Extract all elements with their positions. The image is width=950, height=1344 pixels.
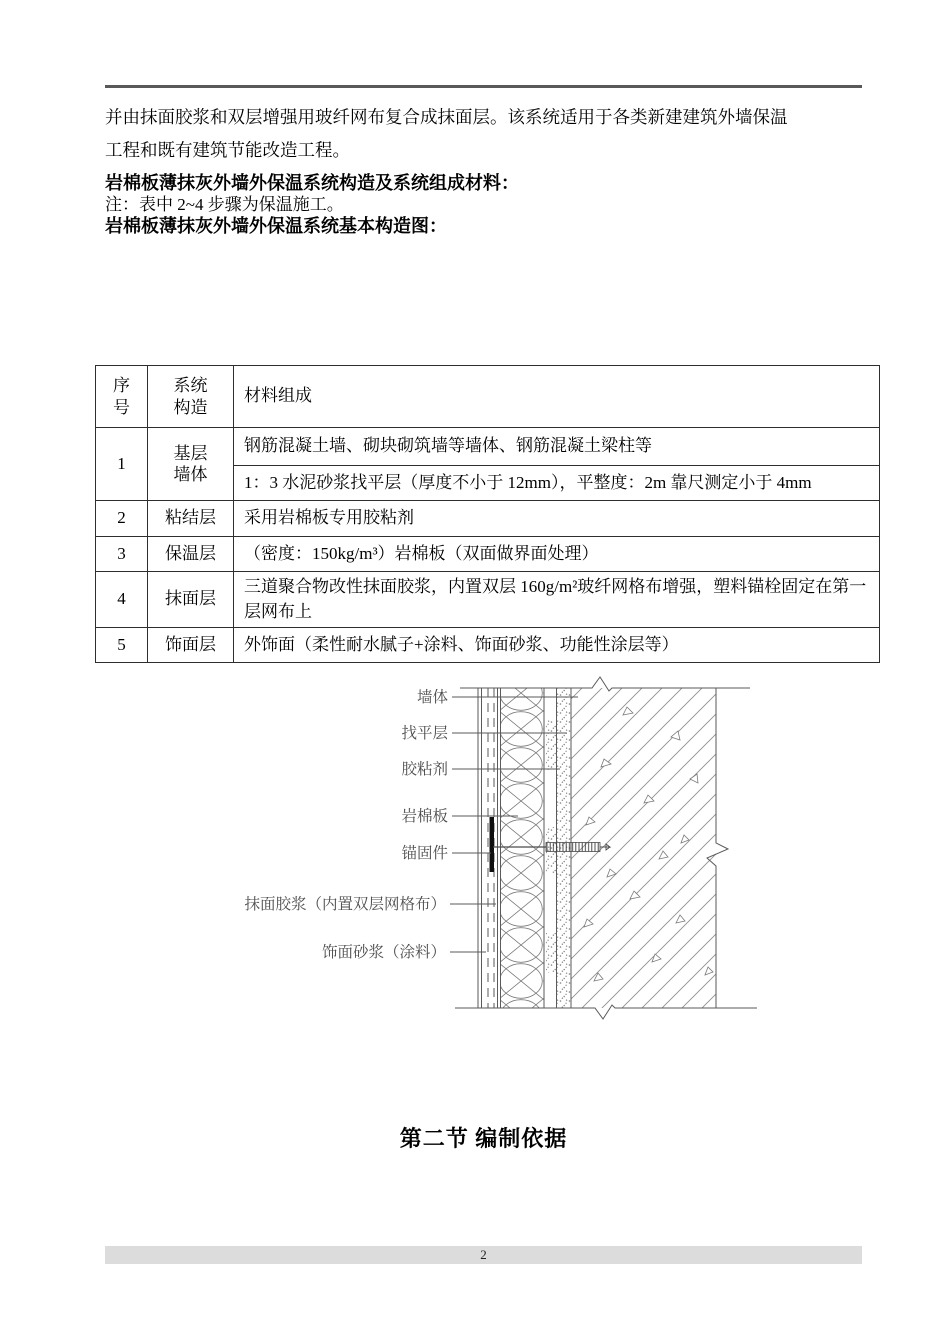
table-row [96,537,880,572]
label-rockwool-board: 岩棉板 [401,807,448,825]
row4-layer: 抹面层 [148,572,234,628]
wall-section-diagram [235,675,765,1020]
label-leveling-layer: 找平层 [401,724,448,742]
note-line: 注：表中 2~4 步骤为保温施工。 [105,195,344,214]
table-row [96,572,880,628]
header-system-structure: 系统 构造 [148,366,234,428]
row5-material: 外饰面（柔性耐水腻子+涂料、饰面砂浆、功能性涂层等） [234,628,880,663]
rockwool-hatch [500,688,544,1008]
adhesive-dab [546,720,556,770]
table-row [96,501,880,537]
header-rule [105,85,862,88]
page-number: 2 [480,1247,487,1262]
header-material: 材料组成 [234,366,880,428]
row1-no: 1 [96,428,148,501]
anchor-sleeve [546,843,600,852]
section-heading: 第二节 编制依据 [399,1126,568,1151]
adhesive-dab [546,933,556,973]
row2-layer: 粘结层 [148,501,234,537]
header-serial: 序 号 [96,366,148,428]
row1-material-a: 钢筋混凝土墙、砌块砌筑墙等墙体、钢筋混凝土梁柱等 [234,428,880,466]
row5-no: 5 [96,628,148,663]
structure-figure-heading: 岩棉板薄抹灰外墙外保温系统基本构造图： [105,216,447,236]
label-anchor: 锚固件 [401,844,448,862]
diagram-labels [244,688,448,961]
anchor-washer [490,817,495,872]
system-composition-table [95,365,880,663]
row3-layer: 保温层 [148,537,234,572]
row3-no: 3 [96,537,148,572]
row5-layer: 饰面层 [148,628,234,663]
footer-bar [105,1246,862,1264]
materials-heading: 岩棉板薄抹灰外墙外保温系统构造及系统组成材料： [105,173,519,193]
row1-layer: 基层 墙体 [148,428,234,501]
table-row [96,428,880,466]
label-render-mortar: 抹面胶浆（内置双层网格布） [244,895,446,913]
row4-material: 三道聚合物改性抹面胶浆，内置双层 160g/m²玻纤网格布增强，塑料锚栓固定在第一层网布上 [234,572,880,628]
table-header-row [96,366,880,428]
intro-line-2: 工程和既有建筑节能改造工程。 [105,140,350,160]
table-row [96,628,880,663]
label-wall: 墙体 [416,688,448,706]
intro-line-1: 并由抹面胶浆和双层增强用玻纤网布复合成抹面层。该系统适用于各类新建建筑外墙保温 [105,107,788,127]
row3-material: （密度：150kg/m³）岩棉板（双面做界面处理） [234,537,880,572]
row2-no: 2 [96,501,148,537]
label-finish-mortar: 饰面砂浆（涂料） [321,943,446,961]
label-adhesive: 胶粘剂 [401,760,448,778]
row2-material: 采用岩棉板专用胶粘剂 [234,501,880,537]
row4-no: 4 [96,572,148,628]
row1-material-b: 1：3 水泥砂浆找平层（厚度不小于 12mm），平整度：2m 靠尺测定小于 4mm [234,466,880,501]
